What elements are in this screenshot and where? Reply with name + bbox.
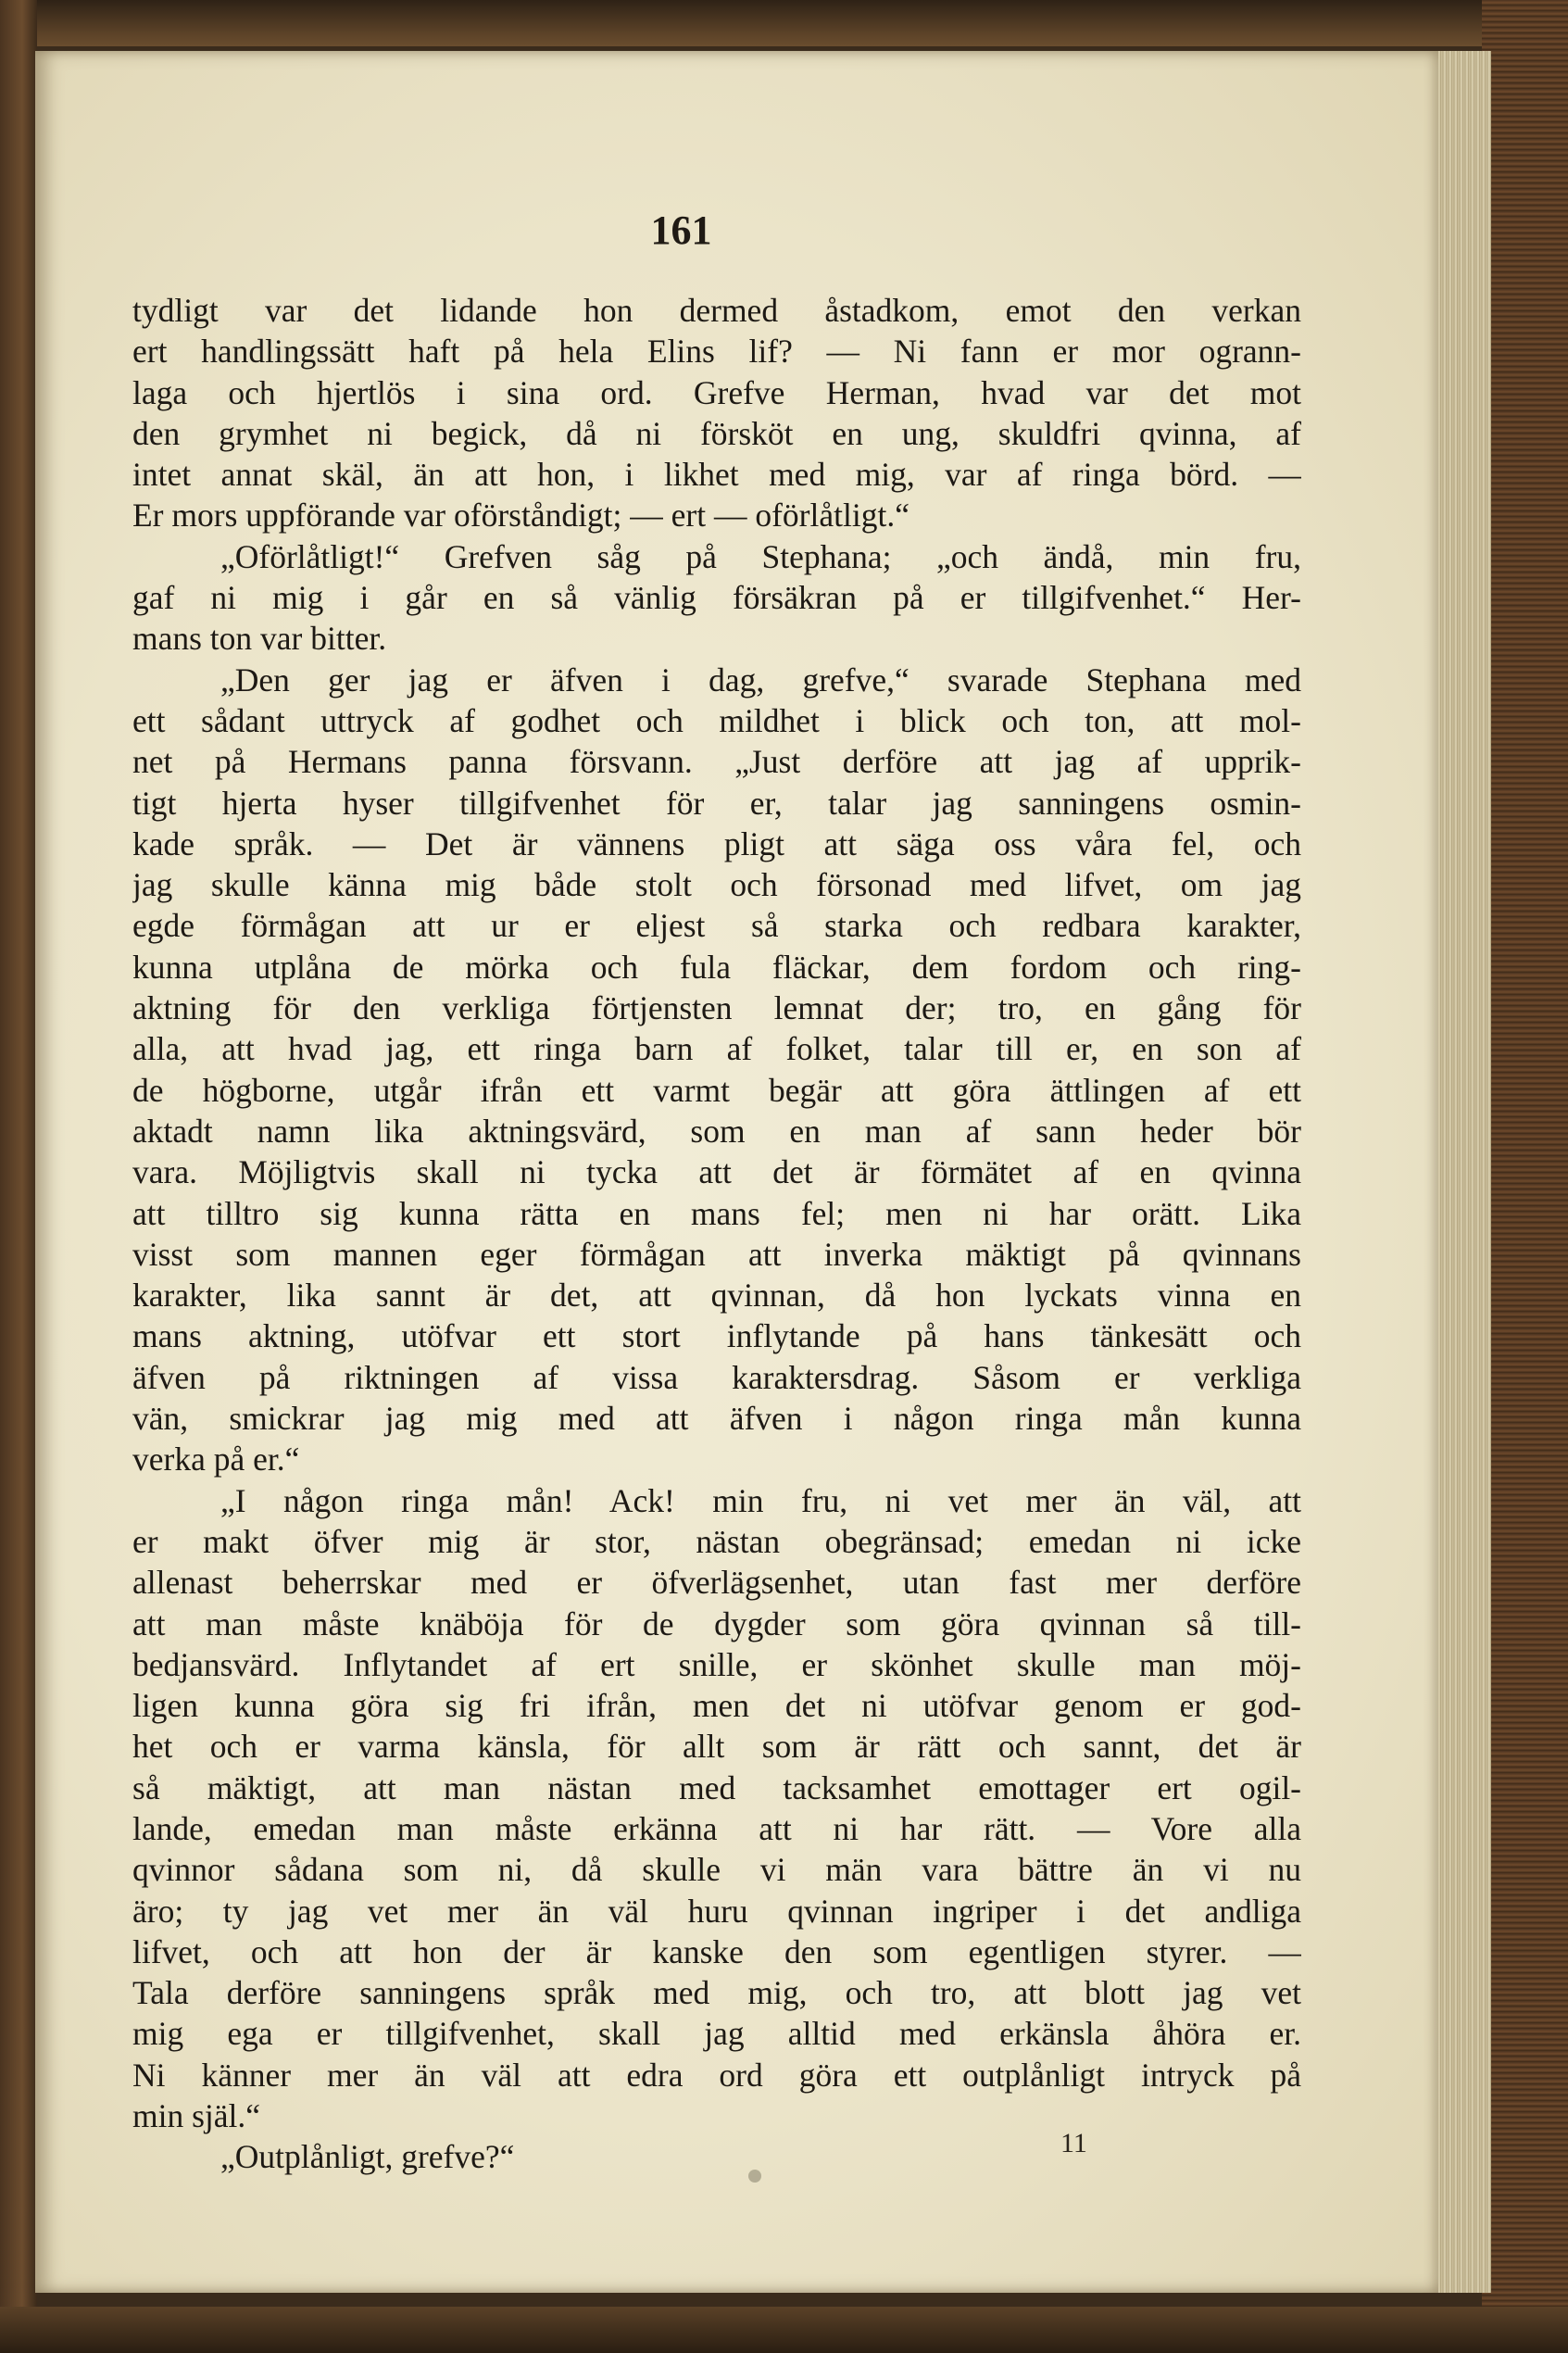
text-line: intet annat skäl, än att hon, i likhet med mig, var af ringa börd. — — [132, 456, 1301, 494]
text-line: lifvet, och att hon der är kanske den som egentligen styrer. — — [132, 1932, 1301, 1970]
text-line: egde förmågan att ur er eljest så starka och redbara karakter, — [132, 907, 1301, 945]
text-line: „Den ger jag er äfven i dag, grefve,“ svarade Stephana med — [220, 661, 1301, 698]
book-cover-top — [0, 0, 1568, 46]
text-line: visst som mannen eger förmågan att inverka mäktigt på qvinnans — [132, 1235, 1301, 1273]
text-line: att tilltro sig kunna rätta en mans fel; men ni har orätt. Lika — [132, 1194, 1301, 1232]
text-line: den grymhet ni begick, då ni försköt en ung, skuldfri qvinna, af — [132, 414, 1301, 452]
text-line: qvinnor sådana som ni, då skulle vi män vara bättre än vi nu — [132, 1851, 1301, 1889]
text-line: verka på er.“ — [132, 1441, 300, 1478]
text-line: jag skulle känna mig både stolt och försonad med lifvet, om jag — [132, 866, 1301, 904]
text-line: Tala derföre sanningens språk med mig, och tro, att blott jag vet — [132, 1974, 1301, 2012]
text-line: het och er varma känsla, för allt som är rätt och sannt, det är — [132, 1728, 1301, 1766]
text-line: Ni känner mer än väl att edra ord göra ett outplånligt intryck på — [132, 2056, 1301, 2094]
book-page — [35, 51, 1438, 2293]
book-cover-bottom — [0, 2307, 1568, 2353]
text-line: „I någon ringa mån! Ack! min fru, ni vet mer än väl, att — [220, 1481, 1301, 1519]
text-line: min själ.“ — [132, 2097, 261, 2135]
text-line: gaf ni mig i går en så vänlig försäkran på er tillgifvenhet.“ Her- — [132, 579, 1301, 617]
book-cover-right — [1482, 0, 1568, 2353]
page-edges — [1434, 51, 1491, 2293]
signature-mark: 11 — [1060, 2128, 1087, 2158]
text-line: Er mors uppförande var oförståndigt; — ert — oförlåtligt.“ — [132, 497, 909, 535]
text-line: mig ega er tillgifvenhet, skall jag alltid med erkänsla åhöra er. — [132, 2015, 1301, 2053]
text-line: att man måste knäböja för de dygder som göra qvinnan så till- — [132, 1604, 1301, 1642]
text-line: lande, emedan man måste erkänna att ni har rätt. — Vore alla — [132, 1809, 1301, 1847]
text-line: äfven på riktningen af vissa karaktersdrag. Såsom er verkliga — [132, 1358, 1301, 1396]
text-line: laga och hjertlös i sina ord. Grefve Herman, hvad var det mot — [132, 373, 1301, 411]
book-cover-left — [0, 0, 37, 2353]
text-line: kunna utplåna de mörka och fula fläckar, dem fordom och ring- — [132, 948, 1301, 986]
text-line: tydligt var det lidande hon dermed åstadkom, emot den verkan — [132, 292, 1301, 329]
text-line: mans aktning, utöfvar ett stort inflytande på hans tänkesätt och — [132, 1317, 1301, 1355]
text-line: „Oförlåtligt!“ Grefven såg på Stephana; „och ändå, min fru, — [220, 537, 1301, 575]
text-line: de högborne, utgår ifrån ett varmt begär att göra ättlingen af ett — [132, 1071, 1301, 1109]
text-line: ligen kunna göra sig fri ifrån, men det ni utöfvar genom er god- — [132, 1687, 1301, 1725]
body-text — [132, 290, 1301, 2178]
text-line: net på Hermans panna försvann. „Just derföre att jag af upprik- — [132, 743, 1301, 781]
text-line: aktadt namn lika aktningsvärd, som en man af sann heder bör — [132, 1112, 1301, 1150]
page-number: 161 — [650, 208, 712, 253]
text-line: äro; ty jag vet mer än väl huru qvinnan ingriper i det andliga — [132, 1892, 1301, 1930]
text-line: vän, smickrar jag mig med att äfven i någon ringa mån kunna — [132, 1400, 1301, 1438]
ink-smudge — [748, 2170, 761, 2183]
text-line: mans ton var bitter. — [132, 620, 387, 658]
text-line: kade språk. — Det är vännens pligt att säga oss våra fel, och — [132, 824, 1301, 862]
text-line: så mäktigt, att man nästan med tacksamhet emottager ert ogil- — [132, 1768, 1301, 1806]
text-line: ert handlingssätt haft på hela Elins lif? — Ni fann er mor ogrann- — [132, 333, 1301, 371]
text-line: allenast beherrskar med er öfverlägsenhet, utan fast mer derföre — [132, 1564, 1301, 1602]
text-line: ett sådant uttryck af godhet och mildhet i blick och ton, att mol- — [132, 701, 1301, 739]
text-line: alla, att hvad jag, ett ringa barn af folket, talar till er, en son af — [132, 1030, 1301, 1068]
text-line: aktning för den verkliga förtjensten lemnat der; tro, en gång för — [132, 989, 1301, 1027]
text-line: karakter, lika sannt är det, att qvinnan, då hon lyckats vinna en — [132, 1277, 1301, 1315]
text-line: tigt hjerta hyser tillgifvenhet för er, talar jag sanningens osmin- — [132, 784, 1301, 822]
text-line: „Outplånligt, grefve?“ — [220, 2138, 515, 2176]
text-line: bedjansvärd. Inflytandet af ert snille, er skönhet skulle man möj- — [132, 1645, 1301, 1683]
text-line: vara. Möjligtvis skall ni tycka att det är förmätet af en qvinna — [132, 1153, 1301, 1191]
text-line: er makt öfver mig är stor, nästan obegränsad; emedan ni icke — [132, 1522, 1301, 1560]
